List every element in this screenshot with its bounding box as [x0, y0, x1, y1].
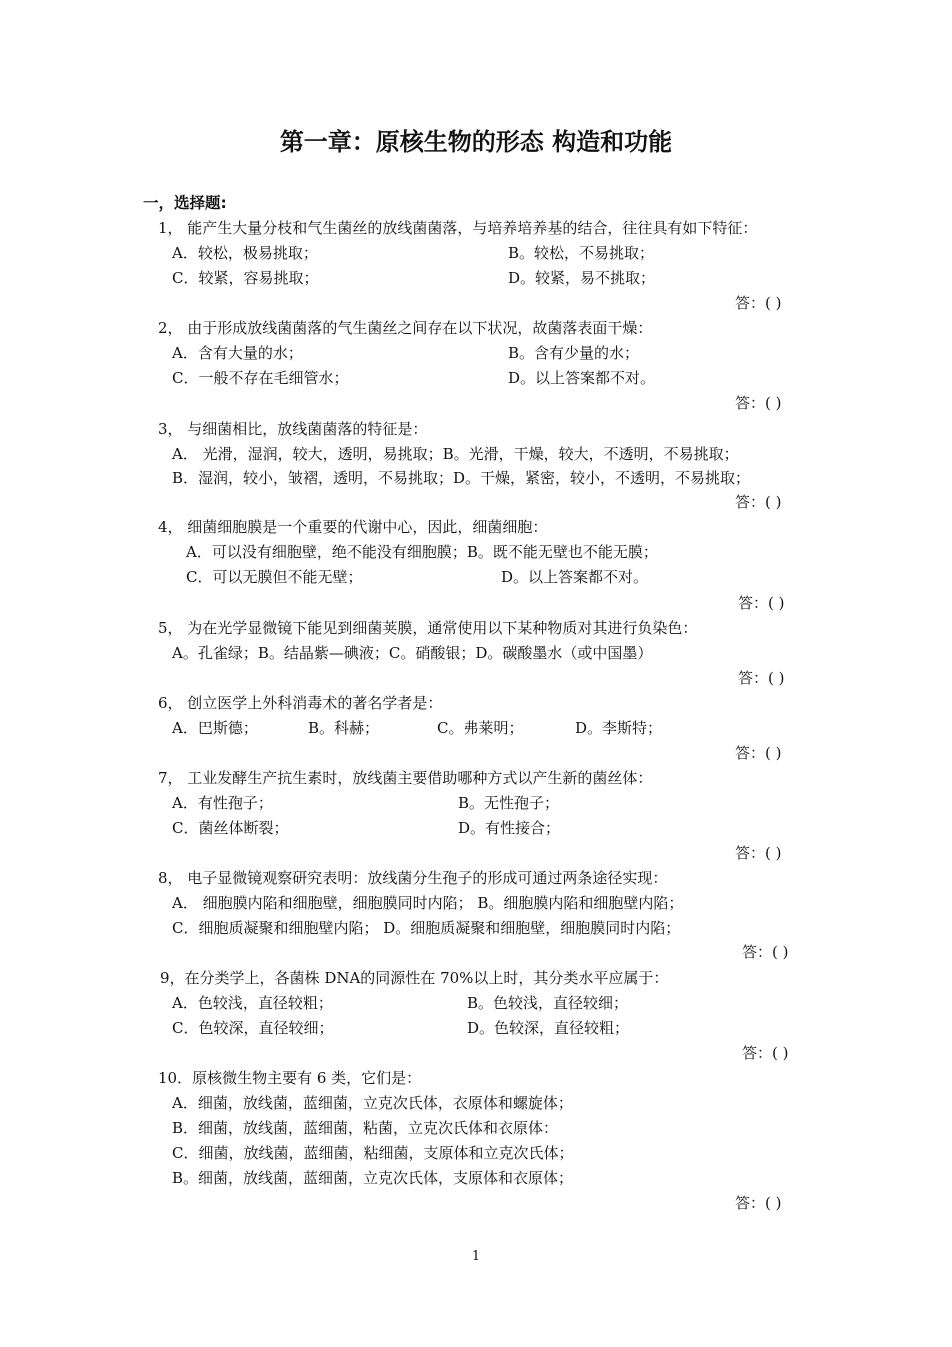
option: A．较松，极易挑取； [172, 244, 318, 262]
option: C。弗莱明； [437, 719, 524, 737]
option: C．可以无膜但不能无壁； [186, 568, 363, 586]
option: C．色较深，直径较细； [172, 1019, 334, 1037]
option: A．含有大量的水； [172, 344, 303, 362]
answer-blank: 答：( ) [735, 744, 782, 762]
option: B。细菌，放线菌，蓝细菌，立克次氏体，支原体和衣原体； [172, 1169, 574, 1187]
question-stem: 2， 由于形成放线菌菌落的气生菌丝之间存在以下状况，故菌落表面干燥： [158, 319, 653, 337]
question-stem: 7， 工业发酵生产抗生素时，放线菌主要借助哪种方式以产生新的菌丝体： [158, 769, 653, 787]
answer-blank: 答：( ) [735, 844, 782, 862]
page-number: 1 [471, 1249, 481, 1264]
question-stem: 4， 细菌细胞膜是一个重要的代谢中心，因此，细菌细胞： [158, 518, 548, 536]
option: A． 光滑，湿润，较大，透明，易挑取；B。光滑，干燥，较大，不透明，不易挑取； [172, 445, 739, 463]
question-stem: 5， 为在光学显微镜下能见到细菌荚膜，通常使用以下某种物质对其进行负染色： [158, 619, 698, 637]
question-stem: 1， 能产生大量分枝和气生菌丝的放线菌菌落，与培养培养基的结合，往往具有如下特征： [158, 219, 758, 237]
answer-blank: 答：( ) [742, 943, 789, 961]
option: C．较紧，容易挑取； [172, 269, 319, 287]
option: D。较紧，易不挑取； [508, 269, 656, 287]
answer-blank: 答：( ) [735, 493, 782, 511]
page-title: 第一章：原核生物的形态 构造和功能 [279, 128, 673, 156]
option: C．细胞质凝聚和细胞壁内陷； D。细胞质凝聚和细胞壁，细胞膜同时内陷； [172, 919, 681, 937]
option: B．湿润，较小，皱褶，透明，不易挑取；D。干燥，紧密，较小，不透明，不易挑取； [172, 469, 751, 487]
section-heading: 一，选择题: [143, 194, 227, 212]
option: B．细菌，放线菌，蓝细菌，粘菌，立克次氏体和衣原体： [172, 1119, 559, 1137]
question-stem: 3， 与细菌相比，放线菌菌落的特征是： [158, 420, 428, 438]
answer-blank: 答：( ) [735, 394, 782, 412]
question-stem: 8， 电子显微镜观察研究表明：放线菌分生孢子的形成可通过两条途径实现： [158, 869, 668, 887]
option: D。色较深，直径较粗； [467, 1019, 630, 1037]
option: C．细菌，放线菌，蓝细菌，粘细菌，支原体和立克次氏体； [172, 1144, 574, 1162]
option: D。以上答案都不对。 [508, 369, 656, 387]
question-stem: 6， 创立医学上外科消毒术的著名学者是： [158, 694, 443, 712]
option: A。孔雀绿；B。结晶紫—碘液；C。硝酸银；D。碳酸墨水（或中国墨） [172, 644, 653, 662]
answer-blank: 答：( ) [742, 1044, 789, 1062]
option: D。有性接合； [458, 819, 561, 837]
question-stem: 9，在分类学上，各菌株 DNA的同源性在 70%以上时，其分类水平应属于： [160, 969, 669, 987]
option: B。较松，不易挑取； [508, 244, 655, 262]
option: A．细菌，放线菌，蓝细菌，立克次氏体，衣原体和螺旋体； [172, 1094, 573, 1112]
question-stem: 10．原核微生物主要有 6 类，它们是： [158, 1069, 422, 1087]
answer-blank: 答：( ) [735, 1194, 782, 1212]
option: A．有性孢子； [172, 794, 273, 812]
answer-blank: 答：( ) [735, 294, 782, 312]
option: A． 细胞膜内陷和细胞壁，细胞膜同时内陷； B。细胞膜内陷和细胞壁内陷； [172, 894, 684, 912]
option: A．可以没有细胞壁，绝不能没有细胞膜；B。既不能无壁也不能无膜； [186, 543, 658, 561]
answer-blank: 答：( ) [738, 594, 785, 612]
option: B。无性孢子； [458, 794, 560, 812]
option: C．一般不存在毛细管水； [172, 369, 349, 387]
option: B。含有少量的水； [508, 344, 640, 362]
answer-blank: 答：( ) [738, 669, 785, 687]
option: D。以上答案都不对。 [501, 568, 649, 586]
option: B。色较浅，直径较细； [467, 994, 629, 1012]
option: D。李斯特； [575, 719, 663, 737]
option: A．巴斯德； [172, 719, 258, 737]
option: C．菌丝体断裂； [172, 819, 289, 837]
option: A．色较浅，直径较粗； [172, 994, 333, 1012]
option: B。科赫； [308, 719, 380, 737]
